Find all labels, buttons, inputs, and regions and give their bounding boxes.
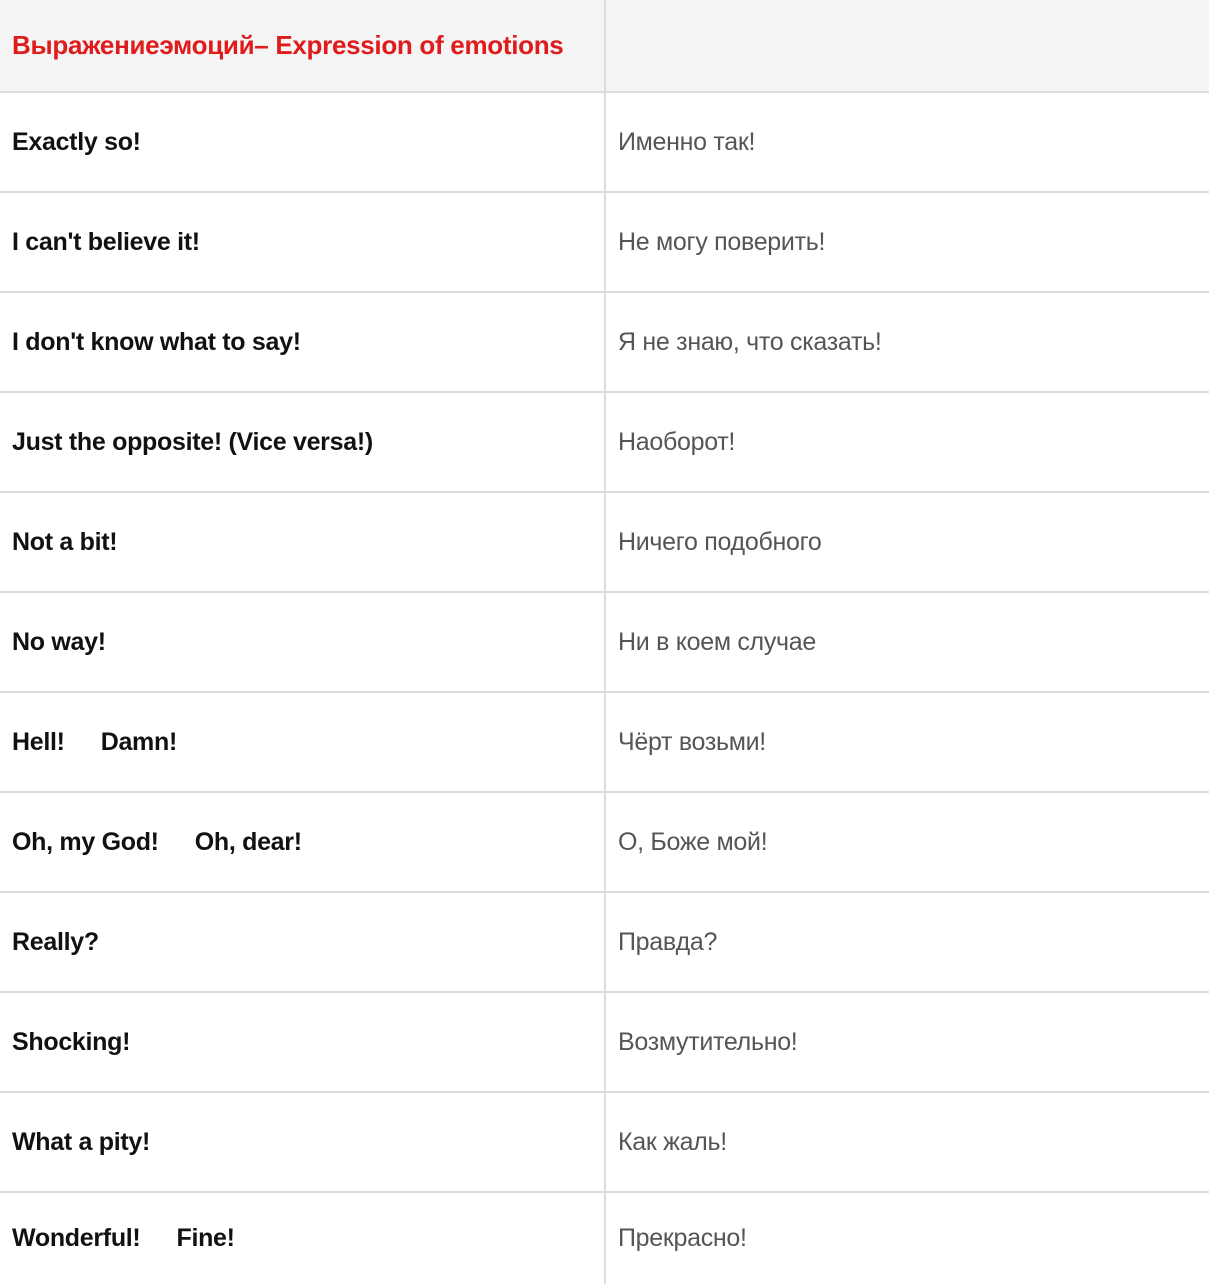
english-phrase: What a pity! [12,1127,151,1156]
russian-translation: Не могу поверить! [605,192,1209,292]
table-row [0,1092,1209,1192]
header-cell-title [0,0,605,92]
russian-translation: Чёрт возьми! [605,692,1209,792]
russian-translation: Именно так! [605,92,1209,192]
table-row [0,692,1209,792]
table-row [0,792,1209,892]
english-phrase: Exactly so! [12,127,141,156]
english-phrase-cell [0,1092,605,1192]
table-row [0,392,1209,492]
russian-translation: Возмутительно! [605,992,1209,1092]
english-phrase-cell [0,192,605,292]
russian-translation: Ни в коем случае [605,592,1209,692]
russian-translation: Ничего подобного [605,492,1209,592]
english-phrase: Oh, my God! [12,827,159,856]
table-row [0,892,1209,992]
russian-translation: О, Боже мой! [605,792,1209,892]
english-phrase: Wonderful! [12,1224,141,1252]
table-row [0,1192,1209,1284]
table-header-row [0,0,1209,92]
english-phrase: I don't know what to say! [12,327,301,356]
english-phrase-cell [0,792,605,892]
russian-translation: Прекрасно! [605,1192,1209,1284]
english-phrase-cell [0,992,605,1092]
english-phrase-cell [0,692,605,792]
english-phrase-alt: Damn! [100,727,177,756]
table-title: Выражениеэмоций– Expression of emotions [12,30,564,60]
english-phrase: Just the opposite! (Vice versa!) [12,427,373,456]
russian-translation: Правда? [605,892,1209,992]
header-cell-empty [605,0,1209,92]
table-row [0,92,1209,192]
english-phrase: Hell! [12,727,65,756]
english-phrase: Not a bit! [12,527,118,556]
english-phrase-cell [0,392,605,492]
english-phrase-cell [0,492,605,592]
table-row [0,192,1209,292]
table-row [0,592,1209,692]
english-phrase: Shocking! [12,1027,131,1056]
english-phrase-cell [0,92,605,192]
russian-translation: Наоборот! [605,392,1209,492]
english-phrase-cell [0,592,605,692]
english-phrase: I can't believe it! [12,227,200,256]
english-phrase: No way! [12,627,106,656]
english-phrase-cell [0,1192,605,1284]
english-phrase-cell [0,892,605,992]
english-phrase-cell [0,292,605,392]
table-row [0,992,1209,1092]
table-row [0,492,1209,592]
russian-translation: Как жаль! [605,1092,1209,1192]
russian-translation: Я не знаю, что сказать! [605,292,1209,392]
english-phrase-alt: Fine! [176,1224,235,1252]
english-phrase: Really? [12,927,99,956]
english-phrase-alt: Oh, dear! [194,827,302,856]
table-row [0,292,1209,392]
